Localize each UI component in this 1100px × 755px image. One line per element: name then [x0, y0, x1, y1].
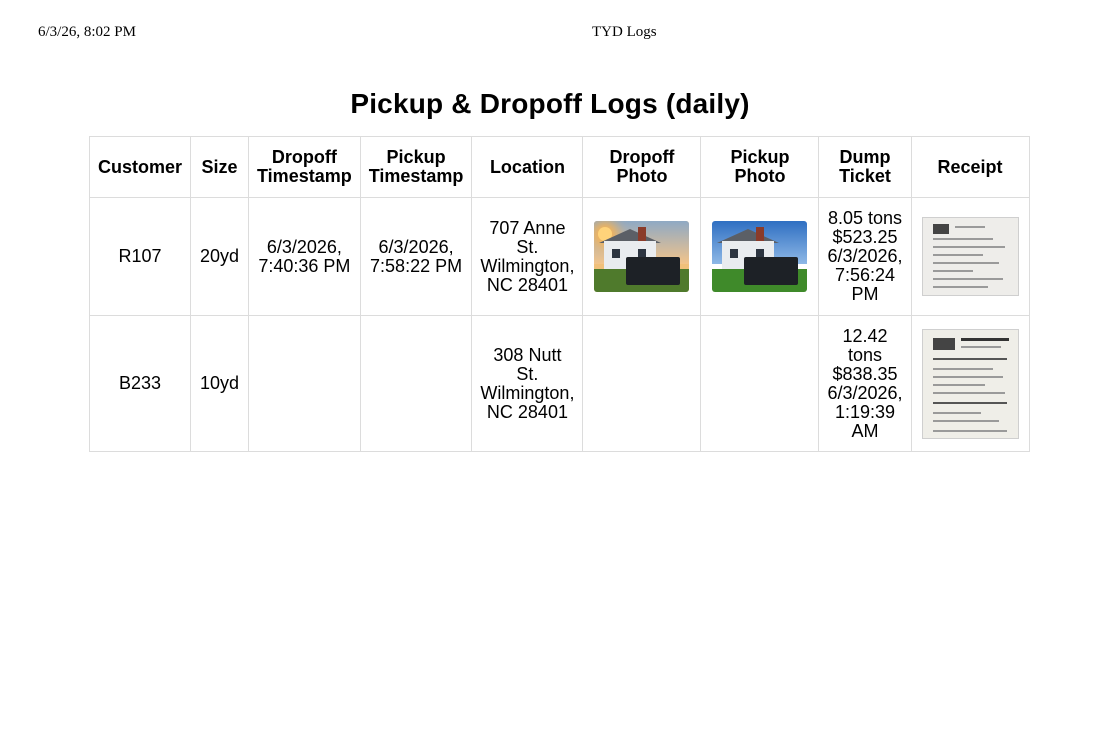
cell-location: 707 Anne St. Wilmington, NC 28401 — [472, 198, 583, 316]
cell-receipt — [911, 316, 1029, 452]
cell-dump-ticket: 8.05 tons $523.25 6/3/2026, 7:56:24 PM — [819, 198, 911, 316]
header-dump-ticket: Dump Ticket — [819, 137, 911, 198]
cell-customer: R107 — [90, 198, 191, 316]
header-receipt: Receipt — [911, 137, 1029, 198]
table-row — [90, 316, 1030, 452]
logs-table — [89, 136, 1030, 452]
cell-customer: B233 — [90, 316, 191, 452]
cell-dropoff-timestamp: 6/3/2026, 7:40:36 PM — [249, 198, 361, 316]
cell-pickup-photo — [701, 198, 819, 316]
cell-receipt — [911, 198, 1029, 316]
dumpster-icon — [626, 257, 680, 285]
cell-dump-ticket: 12.42 tons $838.35 6/3/2026, 1:19:39 AM — [819, 316, 911, 452]
dropoff-photo-image[interactable] — [594, 221, 689, 292]
header-dropoff-timestamp: Dropoff Timestamp — [249, 137, 361, 198]
table-header-row — [90, 137, 1030, 198]
dumpster-icon — [744, 257, 798, 285]
print-date: 6/3/26, 8:02 PM — [38, 24, 136, 40]
cell-dropoff-timestamp — [249, 316, 361, 452]
cell-size: 10yd — [191, 316, 249, 452]
cell-dropoff-photo — [583, 316, 701, 452]
header-customer: Customer — [90, 137, 191, 198]
cell-size: 20yd — [191, 198, 249, 316]
cell-pickup-timestamp — [360, 316, 472, 452]
cell-pickup-photo — [701, 316, 819, 452]
cell-location: 308 Nutt St. Wilmington, NC 28401 — [472, 316, 583, 452]
header-size: Size — [191, 137, 249, 198]
receipt-image[interactable] — [922, 329, 1019, 439]
cell-dropoff-photo — [583, 198, 701, 316]
print-header — [38, 24, 1062, 44]
page-title: Pickup & Dropoff Logs (daily) — [350, 88, 750, 119]
header-pickup-photo: Pickup Photo — [701, 137, 819, 198]
header-dropoff-photo: Dropoff Photo — [583, 137, 701, 198]
pickup-photo-image[interactable] — [712, 221, 807, 292]
receipt-image[interactable] — [922, 217, 1019, 296]
table-row — [90, 198, 1030, 316]
header-location: Location — [472, 137, 583, 198]
cell-pickup-timestamp: 6/3/2026, 7:58:22 PM — [360, 198, 472, 316]
print-title: TYD Logs — [592, 24, 657, 40]
header-pickup-timestamp: Pickup Timestamp — [360, 137, 472, 198]
